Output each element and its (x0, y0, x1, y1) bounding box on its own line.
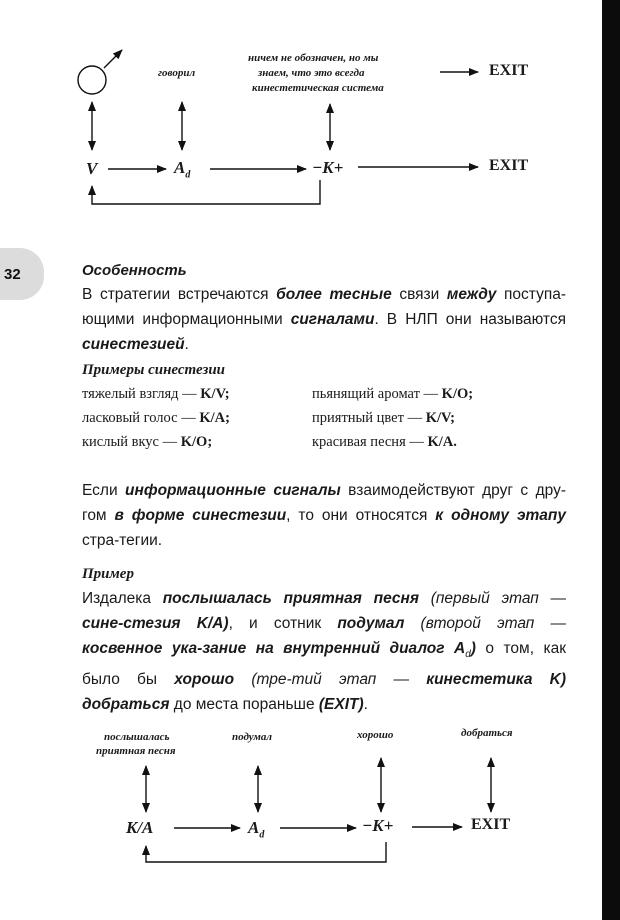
section-heading: Особенность (82, 262, 187, 279)
page-number: 32 (4, 266, 21, 283)
label-good: хорошо (357, 729, 394, 741)
example-right-2: приятный цвет — K/V; (312, 410, 455, 426)
example-left-1: тяжелый взгляд — K/V; (82, 386, 230, 402)
label-heard-1: послышалась (104, 731, 170, 743)
paragraph-1: В стратегии встречаются более тесные связи между поступа-ющими информационными сигналами. В НЛП они называются синестезией. (82, 286, 566, 353)
loop-back-arrow-1 (92, 180, 320, 204)
node-k2: −K+ (362, 816, 394, 835)
examples-heading: Примеры синестезии (82, 362, 226, 378)
label-heard-2: приятная песня (96, 745, 176, 757)
example-left-3: кислый вкус — K/O; (82, 434, 213, 450)
label-kinesthetic-3: кинестетическая система (252, 82, 384, 94)
node-k: −K+ (312, 158, 344, 177)
example-left-2: ласковый голос — K/A; (82, 410, 230, 426)
example-right-1: пьянящий аромат — K/O; (312, 386, 474, 402)
paragraph-3: Издалека послышалась приятная песня (первый этап — сине-стезия K/A), и сотник подумал (второй этап — косвенное ука-зание на внутренний диалог $A_d$) о том, как было бы хорошо (тре-тий этап — кинестетика K) добраться до места пораньше (EXIT). (82, 590, 566, 714)
label-kinesthetic-2: знаем, что это всегда (258, 67, 365, 79)
label-reach: добраться (461, 727, 513, 739)
node-ad: $A_d$ (248, 818, 265, 841)
eye-circle-icon (78, 66, 106, 94)
eye-up-arrow (104, 50, 122, 68)
label-said: говорил (158, 67, 196, 79)
node-ka: K/A (126, 818, 154, 837)
loop-back-arrow-2 (146, 842, 386, 862)
example-right-3: красивая песня — K/A. (312, 434, 457, 450)
paragraph-2: Если информационные сигналы взаимодействуют друг с дру-гом в форме синестезии, то они относятся к одному этапу стра-тегии. (82, 482, 566, 549)
exit-top: EXIT (489, 62, 529, 79)
example-heading: Пример (82, 566, 134, 582)
label-thought: подумал (232, 731, 273, 743)
exit-2: EXIT (471, 816, 511, 833)
label-kinesthetic-1: ничем не обозначен, но мы (248, 52, 379, 64)
node-v: V (86, 159, 98, 178)
exit-bottom: EXIT (489, 157, 529, 174)
node-a: $A_d$ (174, 158, 191, 181)
